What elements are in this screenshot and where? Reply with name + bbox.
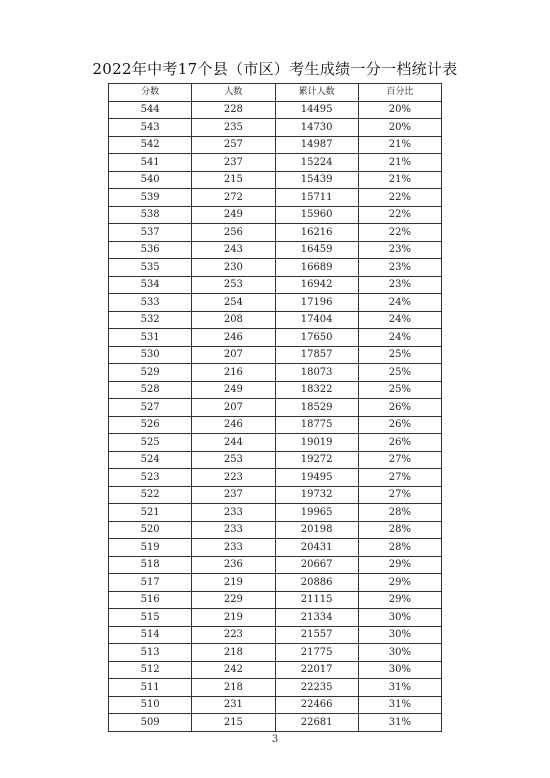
cell-percent: 31% bbox=[358, 679, 441, 697]
cell-cumulative: 20198 bbox=[275, 521, 358, 539]
cell-percent: 20% bbox=[358, 119, 441, 137]
cell-score: 540 bbox=[109, 171, 192, 189]
cell-percent: 31% bbox=[358, 714, 441, 732]
cell-score: 532 bbox=[109, 311, 192, 329]
cell-percent: 24% bbox=[358, 329, 441, 347]
table-header bbox=[109, 84, 442, 102]
table-row bbox=[109, 434, 442, 452]
table-row bbox=[109, 224, 442, 242]
table-row bbox=[109, 259, 442, 277]
cell-score: 544 bbox=[109, 101, 192, 119]
table-row bbox=[109, 399, 442, 417]
cell-percent: 20% bbox=[358, 101, 441, 119]
column-header-count: 人数 bbox=[192, 84, 275, 102]
cell-score: 509 bbox=[109, 714, 192, 732]
cell-count: 208 bbox=[192, 311, 275, 329]
cell-cumulative: 15439 bbox=[275, 171, 358, 189]
table-row bbox=[109, 556, 442, 574]
cell-score: 519 bbox=[109, 539, 192, 557]
cell-percent: 24% bbox=[358, 311, 441, 329]
cell-score: 515 bbox=[109, 609, 192, 627]
cell-count: 253 bbox=[192, 276, 275, 294]
cell-percent: 22% bbox=[358, 206, 441, 224]
cell-count: 233 bbox=[192, 521, 275, 539]
cell-percent: 31% bbox=[358, 696, 441, 714]
cell-score: 534 bbox=[109, 276, 192, 294]
table-row bbox=[109, 189, 442, 207]
cell-percent: 30% bbox=[358, 661, 441, 679]
cell-percent: 28% bbox=[358, 521, 441, 539]
cell-percent: 27% bbox=[358, 469, 441, 487]
column-header-cumulative: 累计人数 bbox=[275, 84, 358, 102]
cell-score: 541 bbox=[109, 154, 192, 172]
cell-count: 249 bbox=[192, 206, 275, 224]
cell-count: 233 bbox=[192, 504, 275, 522]
cell-cumulative: 22681 bbox=[275, 714, 358, 732]
page-number: 3 bbox=[271, 734, 279, 745]
cell-percent: 25% bbox=[358, 346, 441, 364]
cell-cumulative: 17650 bbox=[275, 329, 358, 347]
cell-count: 272 bbox=[192, 189, 275, 207]
cell-score: 517 bbox=[109, 574, 192, 592]
table-row bbox=[109, 574, 442, 592]
cell-percent: 23% bbox=[358, 241, 441, 259]
cell-count: 223 bbox=[192, 469, 275, 487]
cell-cumulative: 18529 bbox=[275, 399, 358, 417]
cell-count: 253 bbox=[192, 451, 275, 469]
cell-percent: 23% bbox=[358, 259, 441, 277]
table-header-row bbox=[109, 84, 442, 102]
cell-cumulative: 18775 bbox=[275, 416, 358, 434]
table-row bbox=[109, 416, 442, 434]
cell-percent: 29% bbox=[358, 591, 441, 609]
table-row bbox=[109, 661, 442, 679]
cell-count: 219 bbox=[192, 609, 275, 627]
table-row bbox=[109, 241, 442, 259]
cell-count: 256 bbox=[192, 224, 275, 242]
cell-cumulative: 15224 bbox=[275, 154, 358, 172]
cell-count: 228 bbox=[192, 101, 275, 119]
cell-score: 533 bbox=[109, 294, 192, 312]
table-row bbox=[109, 381, 442, 399]
cell-cumulative: 14730 bbox=[275, 119, 358, 137]
cell-score: 538 bbox=[109, 206, 192, 224]
cell-count: 235 bbox=[192, 119, 275, 137]
page-title: 2022年中考17个县（市区）考生成绩一分一档统计表 bbox=[92, 60, 458, 78]
table-row bbox=[109, 171, 442, 189]
table-row bbox=[109, 136, 442, 154]
cell-percent: 26% bbox=[358, 399, 441, 417]
table-row bbox=[109, 119, 442, 137]
cell-count: 215 bbox=[192, 171, 275, 189]
cell-percent: 22% bbox=[358, 224, 441, 242]
cell-cumulative: 19965 bbox=[275, 504, 358, 522]
cell-percent: 26% bbox=[358, 416, 441, 434]
table-row bbox=[109, 364, 442, 382]
cell-score: 513 bbox=[109, 644, 192, 662]
cell-cumulative: 17857 bbox=[275, 346, 358, 364]
cell-cumulative: 14987 bbox=[275, 136, 358, 154]
cell-cumulative: 19732 bbox=[275, 486, 358, 504]
cell-percent: 21% bbox=[358, 136, 441, 154]
cell-percent: 25% bbox=[358, 381, 441, 399]
cell-cumulative: 21115 bbox=[275, 591, 358, 609]
cell-cumulative: 14495 bbox=[275, 101, 358, 119]
table-row bbox=[109, 679, 442, 697]
cell-score: 520 bbox=[109, 521, 192, 539]
table-row bbox=[109, 609, 442, 627]
table-row bbox=[109, 486, 442, 504]
table-row bbox=[109, 311, 442, 329]
table-row bbox=[109, 451, 442, 469]
cell-percent: 28% bbox=[358, 504, 441, 522]
table-row bbox=[109, 714, 442, 732]
cell-percent: 29% bbox=[358, 574, 441, 592]
cell-count: 218 bbox=[192, 644, 275, 662]
cell-score: 523 bbox=[109, 469, 192, 487]
cell-percent: 27% bbox=[358, 451, 441, 469]
cell-count: 215 bbox=[192, 714, 275, 732]
cell-cumulative: 18073 bbox=[275, 364, 358, 382]
table-body bbox=[109, 101, 442, 731]
cell-score: 525 bbox=[109, 434, 192, 452]
cell-percent: 23% bbox=[358, 276, 441, 294]
cell-count: 237 bbox=[192, 486, 275, 504]
table-row bbox=[109, 696, 442, 714]
cell-count: 237 bbox=[192, 154, 275, 172]
cell-score: 536 bbox=[109, 241, 192, 259]
cell-percent: 30% bbox=[358, 626, 441, 644]
cell-count: 243 bbox=[192, 241, 275, 259]
cell-score: 531 bbox=[109, 329, 192, 347]
cell-score: 543 bbox=[109, 119, 192, 137]
column-header-percent: 百分比 bbox=[358, 84, 441, 102]
table-row bbox=[109, 539, 442, 557]
cell-cumulative: 22235 bbox=[275, 679, 358, 697]
table-row bbox=[109, 101, 442, 119]
cell-count: 207 bbox=[192, 399, 275, 417]
table-row bbox=[109, 206, 442, 224]
cell-cumulative: 21775 bbox=[275, 644, 358, 662]
cell-count: 219 bbox=[192, 574, 275, 592]
cell-score: 516 bbox=[109, 591, 192, 609]
cell-count: 236 bbox=[192, 556, 275, 574]
cell-count: 207 bbox=[192, 346, 275, 364]
column-header-score: 分数 bbox=[109, 84, 192, 102]
score-distribution-table bbox=[108, 83, 442, 732]
cell-cumulative: 19272 bbox=[275, 451, 358, 469]
cell-count: 257 bbox=[192, 136, 275, 154]
cell-count: 231 bbox=[192, 696, 275, 714]
cell-count: 230 bbox=[192, 259, 275, 277]
cell-score: 535 bbox=[109, 259, 192, 277]
cell-percent: 30% bbox=[358, 644, 441, 662]
cell-cumulative: 21334 bbox=[275, 609, 358, 627]
cell-count: 233 bbox=[192, 539, 275, 557]
cell-cumulative: 16216 bbox=[275, 224, 358, 242]
cell-percent: 26% bbox=[358, 434, 441, 452]
cell-cumulative: 17196 bbox=[275, 294, 358, 312]
cell-score: 510 bbox=[109, 696, 192, 714]
cell-cumulative: 16459 bbox=[275, 241, 358, 259]
cell-percent: 30% bbox=[358, 609, 441, 627]
table-row bbox=[109, 154, 442, 172]
cell-cumulative: 19495 bbox=[275, 469, 358, 487]
cell-percent: 28% bbox=[358, 539, 441, 557]
cell-count: 242 bbox=[192, 661, 275, 679]
cell-cumulative: 22017 bbox=[275, 661, 358, 679]
cell-percent: 25% bbox=[358, 364, 441, 382]
cell-score: 529 bbox=[109, 364, 192, 382]
cell-cumulative: 20431 bbox=[275, 539, 358, 557]
cell-cumulative: 20886 bbox=[275, 574, 358, 592]
cell-percent: 21% bbox=[358, 154, 441, 172]
cell-count: 229 bbox=[192, 591, 275, 609]
cell-score: 530 bbox=[109, 346, 192, 364]
cell-score: 514 bbox=[109, 626, 192, 644]
cell-score: 522 bbox=[109, 486, 192, 504]
cell-score: 539 bbox=[109, 189, 192, 207]
table-row bbox=[109, 591, 442, 609]
cell-count: 244 bbox=[192, 434, 275, 452]
table-row bbox=[109, 504, 442, 522]
cell-percent: 21% bbox=[358, 171, 441, 189]
table-row bbox=[109, 626, 442, 644]
cell-cumulative: 22466 bbox=[275, 696, 358, 714]
cell-count: 218 bbox=[192, 679, 275, 697]
cell-score: 524 bbox=[109, 451, 192, 469]
cell-cumulative: 18322 bbox=[275, 381, 358, 399]
cell-count: 254 bbox=[192, 294, 275, 312]
cell-cumulative: 21557 bbox=[275, 626, 358, 644]
cell-percent: 24% bbox=[358, 294, 441, 312]
table-row bbox=[109, 469, 442, 487]
cell-cumulative: 16942 bbox=[275, 276, 358, 294]
cell-cumulative: 16689 bbox=[275, 259, 358, 277]
cell-score: 528 bbox=[109, 381, 192, 399]
table-row bbox=[109, 294, 442, 312]
cell-score: 527 bbox=[109, 399, 192, 417]
table-row bbox=[109, 346, 442, 364]
cell-count: 249 bbox=[192, 381, 275, 399]
cell-percent: 22% bbox=[358, 189, 441, 207]
cell-score: 537 bbox=[109, 224, 192, 242]
cell-cumulative: 20667 bbox=[275, 556, 358, 574]
cell-count: 246 bbox=[192, 416, 275, 434]
cell-score: 526 bbox=[109, 416, 192, 434]
cell-score: 521 bbox=[109, 504, 192, 522]
cell-cumulative: 15711 bbox=[275, 189, 358, 207]
cell-percent: 27% bbox=[358, 486, 441, 504]
cell-cumulative: 15960 bbox=[275, 206, 358, 224]
cell-count: 223 bbox=[192, 626, 275, 644]
cell-score: 518 bbox=[109, 556, 192, 574]
table-row bbox=[109, 276, 442, 294]
cell-cumulative: 19019 bbox=[275, 434, 358, 452]
table-row bbox=[109, 329, 442, 347]
cell-count: 246 bbox=[192, 329, 275, 347]
table-row bbox=[109, 644, 442, 662]
cell-score: 542 bbox=[109, 136, 192, 154]
cell-score: 512 bbox=[109, 661, 192, 679]
cell-cumulative: 17404 bbox=[275, 311, 358, 329]
cell-score: 511 bbox=[109, 679, 192, 697]
cell-count: 216 bbox=[192, 364, 275, 382]
table-row bbox=[109, 521, 442, 539]
cell-percent: 29% bbox=[358, 556, 441, 574]
